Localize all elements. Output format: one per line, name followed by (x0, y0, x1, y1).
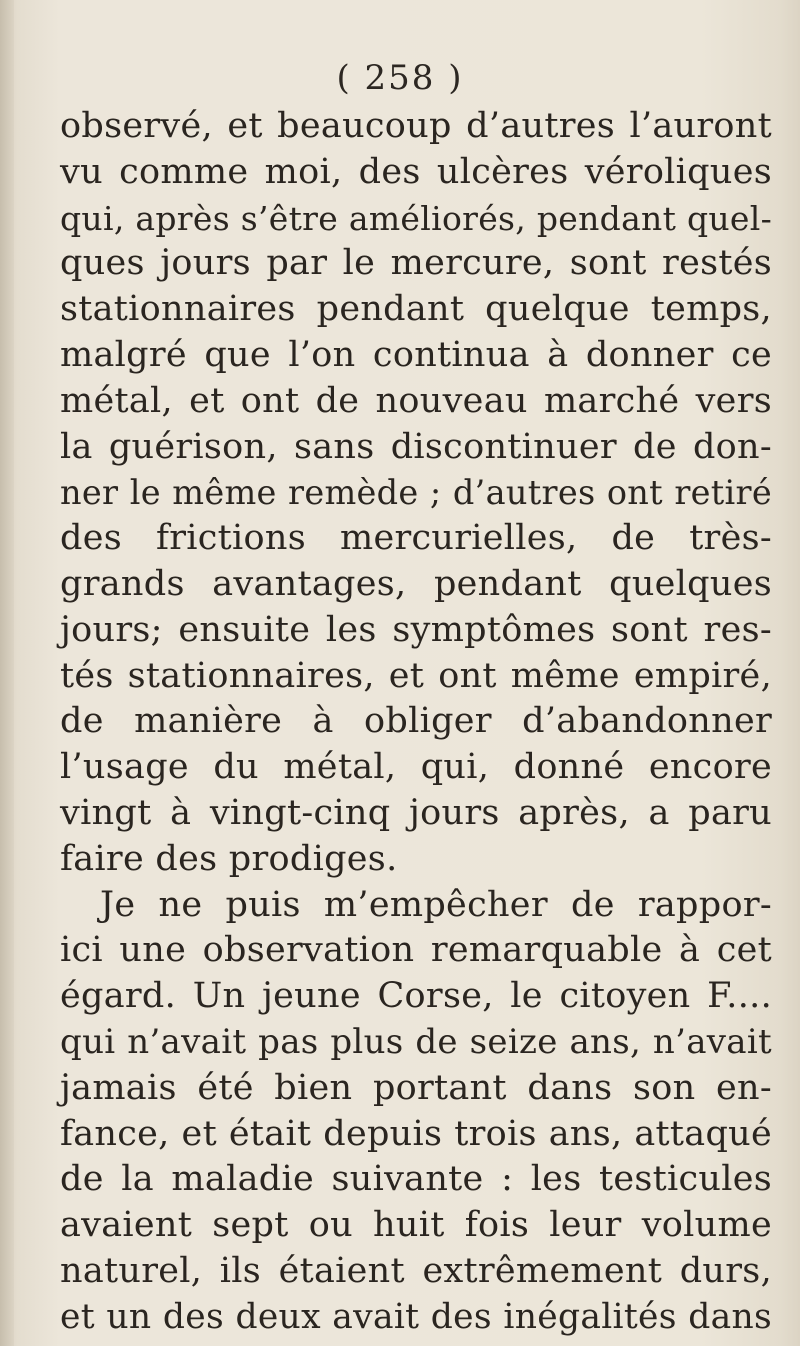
text-line: observé, et beaucoup d’autres l’auront (60, 106, 772, 146)
paragraph-end-line: faire des prodiges. (60, 838, 398, 879)
text-line: stationnaires pendant quelque temps, (60, 289, 772, 330)
text-line: ques jours par le mercure, sont restés (60, 243, 772, 284)
text-line: égard. Un jeune Corse, le citoyen F.... (60, 976, 772, 1017)
text-line: naturel, ils étaient extrêmement durs, (60, 1250, 772, 1291)
text-line: tés stationnaires, et ont même empiré, (60, 655, 772, 696)
text-line: ici une observation remarquable à cet (60, 930, 772, 971)
text-line: qui, après s’être améliorés, pendant quel- (60, 198, 773, 238)
text-line: de manière à obliger d’abandonner (60, 701, 772, 742)
text-line: jamais été bien portant dans son en- (60, 1067, 772, 1108)
text-line: l’usage du métal, qui, donné encore (60, 747, 772, 788)
body-text (60, 104, 772, 1341)
text-line: qui n’avait pas plus de seize ans, n’avait (60, 1021, 772, 1062)
page-number: ( 258 ) (336, 58, 464, 98)
text-line: jours; ensuite les symptômes sont res- (60, 609, 772, 650)
text-line: la guérison, sans discontinuer de don- (60, 426, 772, 467)
paragraph-start-line: Je ne puis m’empêcher de rappor- (100, 884, 772, 925)
text-line: fance, et était depuis trois ans, attaqué (60, 1113, 772, 1154)
text-line: ner le même remède ; d’autres ont retiré (60, 473, 772, 513)
text-line: grands avantages, pendant quelques (60, 563, 772, 604)
text-line: vingt à vingt-cinq jours après, a paru (60, 792, 772, 833)
text-line: de la maladie suivante : les testicules (60, 1159, 772, 1200)
text-line: des frictions mercurielles, de très- (60, 518, 772, 559)
text-line: vu comme moi, des ulcères véroliques (60, 151, 772, 192)
text-line: malgré que l’on continua à donner ce (60, 334, 772, 375)
text-line: métal, et ont de nouveau marché vers (60, 380, 772, 421)
text-line: avaient sept ou huit fois leur volume (60, 1205, 772, 1246)
page-binding-edge (0, 0, 14, 1346)
text-line: et un des deux avait des inégalités dans (60, 1296, 772, 1337)
